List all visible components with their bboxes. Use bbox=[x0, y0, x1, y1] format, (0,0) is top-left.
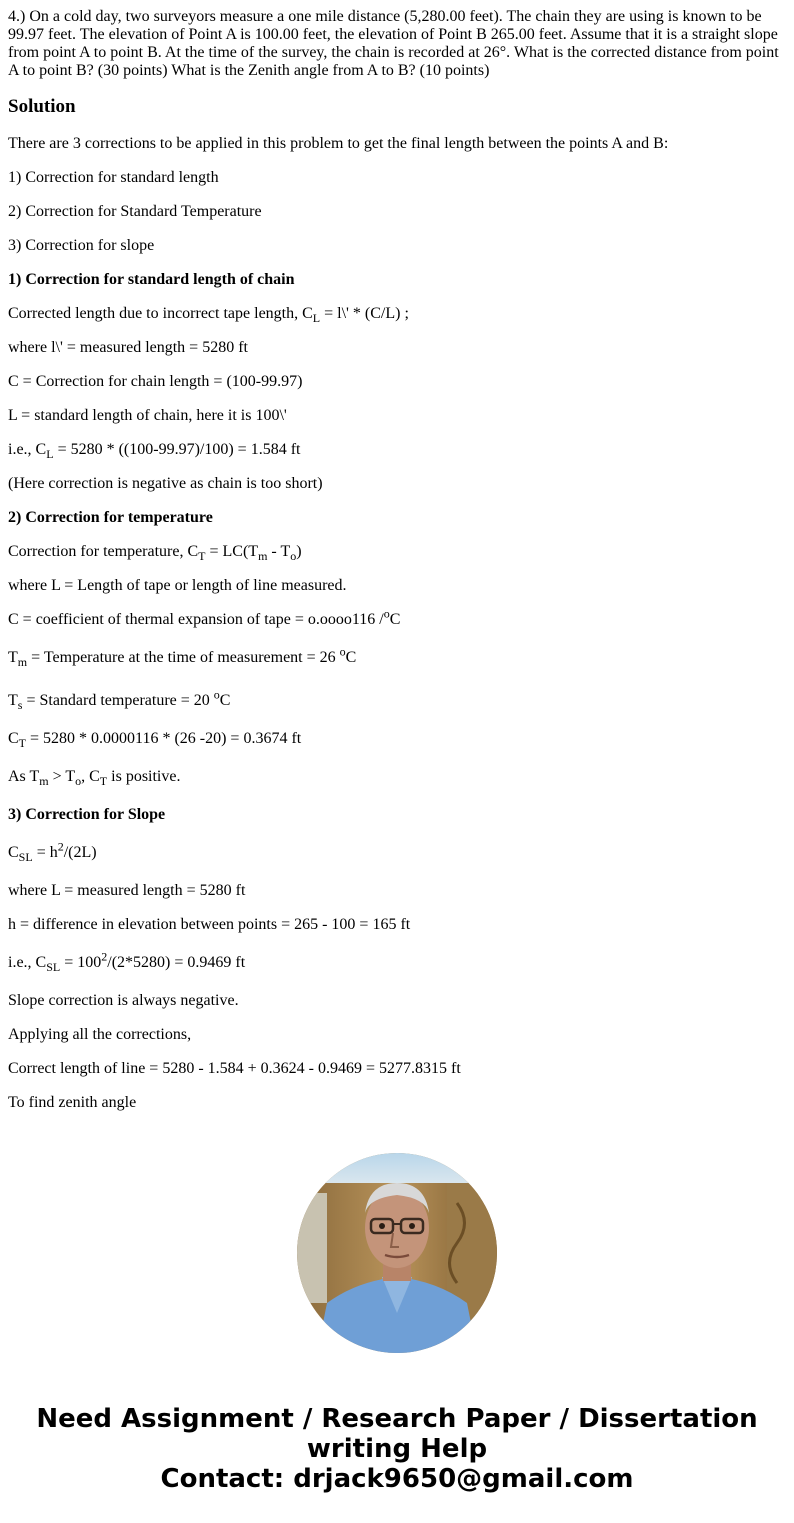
formula-line: $C_T = 5280 * 0.0000116 * (26$ -20) = 0.3674 ft bbox=[8, 730, 302, 751]
result-line: Correct length of line = 5280 - 1.584 + 0.3624 - 0.9469 = 5277.8315 ft bbox=[8, 1060, 461, 1077]
text-line: where l\' = measured length = 5280 ft bbox=[8, 339, 248, 356]
list-item: 2) Correction for Standard Temperature bbox=[8, 203, 262, 220]
formula-line: $T_m$ = Temperature at the time of measurement = 26 $^o$C bbox=[8, 644, 357, 670]
promo-banner bbox=[0, 1404, 794, 1494]
author-avatar bbox=[297, 1153, 497, 1353]
formula-line: C = coefficient of thermal expansion of tape = o.oooo116 /$^o$C bbox=[8, 606, 401, 628]
formula-line: As $T_m > T_o$, $C_T$ is positive. bbox=[8, 768, 181, 789]
list-item: 1) Correction for standard length bbox=[8, 169, 219, 186]
formula-line: Correction for temperature, $C_T = LC(T_m - T_o)$ bbox=[8, 543, 302, 564]
promo-contact: Contact: drjack9650@gmail.com bbox=[160, 1464, 634, 1494]
question-text: 4.) On a cold day, two surveyors measure a one mile distance (5,280.00 feet). The chain they are using is known to be 99.97 feet. The elevation of Point A is 100.00 feet, the elevation of Point B 265.00 feet. Assume that it is a straight slope from point A to point B. At the time of the survey, the chain is recorded at 26°. What is the corrected distance from point A to point B? (30 points) What is the Zenith angle from A to B? (10 points) bbox=[8, 8, 779, 79]
text-line: Applying all the corrections, bbox=[8, 1026, 192, 1043]
promo-line: writing Help bbox=[306, 1434, 488, 1464]
section-heading-standard-length: 1) Correction for standard length of chain bbox=[8, 271, 295, 288]
formula-line: i.e., $C_L = 5280 * ((100-99.97)/100) = 1.584$ ft bbox=[8, 441, 301, 462]
formula-line: Corrected length due to incorrect tape length, $C_L$ = l\' * (C/L) ; bbox=[8, 305, 409, 326]
solution-document bbox=[8, 0, 786, 1122]
portrait-image bbox=[297, 1153, 497, 1353]
promo-line: Need Assignment / Research Paper / Dissertation bbox=[36, 1404, 758, 1434]
formula-line: $C_{SL} = h^2/(2L)$ bbox=[8, 839, 97, 865]
section-heading-temperature: 2) Correction for temperature bbox=[8, 509, 213, 526]
text-line: where L = Length of tape or length of line measured. bbox=[8, 577, 347, 594]
text-line: C = Correction for chain length = (100-99.97) bbox=[8, 373, 303, 390]
solution-heading: Solution bbox=[8, 96, 76, 117]
text-line: (Here correction is negative as chain is too short) bbox=[8, 475, 323, 492]
text-line: L = standard length of chain, here it is 100\' bbox=[8, 407, 287, 424]
cutoff-text: To find zenith angle bbox=[8, 1094, 137, 1111]
text-line: where L = measured length = 5280 ft bbox=[8, 882, 246, 899]
text-line: h = difference in elevation between points = 265 - 100 = 165 ft bbox=[8, 916, 411, 933]
list-item: 3) Correction for slope bbox=[8, 237, 155, 254]
text-line: Slope correction is always negative. bbox=[8, 992, 239, 1009]
intro-text: There are 3 corrections to be applied in this problem to get the final length between the points A and B: bbox=[8, 135, 669, 152]
formula-line: $T_s$ = Standard temperature = 20 $^o$C bbox=[8, 687, 231, 713]
section-heading-slope: 3) Correction for Slope bbox=[8, 806, 166, 823]
formula-line: i.e., $C_{SL} = 100^2/(2*5280) = 0.9469$ ft bbox=[8, 949, 246, 975]
